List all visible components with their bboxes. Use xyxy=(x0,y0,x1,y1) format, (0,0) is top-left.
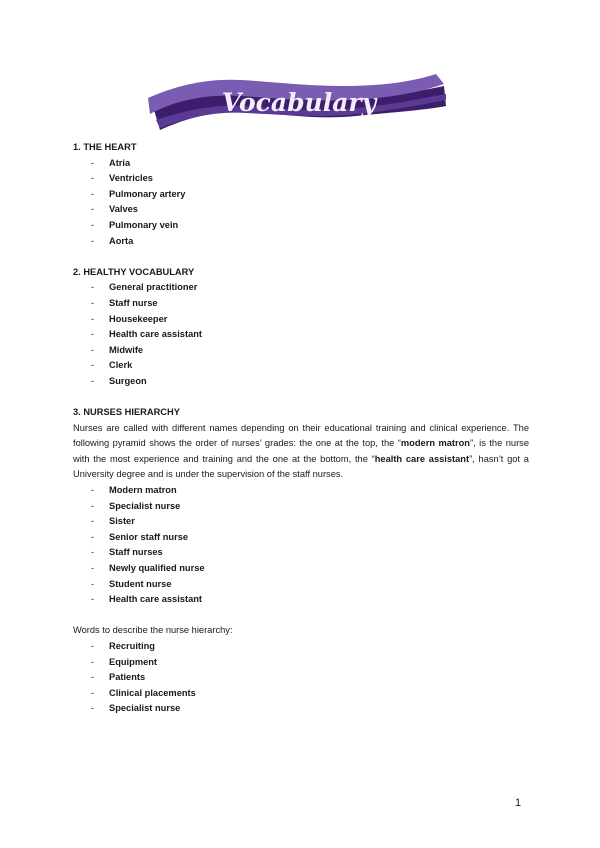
list-item: - Specialist nurse xyxy=(73,499,529,515)
list-item: - Student nurse xyxy=(73,577,529,593)
document-body xyxy=(73,140,529,717)
list-item: - Ventricles xyxy=(73,171,529,187)
section-title-heart: 1. THE HEART xyxy=(73,142,137,152)
list-item: - Clinical placements xyxy=(73,686,529,702)
list-item: - Surgeon xyxy=(73,374,529,390)
list-item: - Patients xyxy=(73,670,529,686)
list-item: - Valves xyxy=(73,202,529,218)
section-title-healthy-vocabulary: 2. HEALTHY VOCABULARY xyxy=(73,266,195,277)
words-intro: Words to describe the nurse hierarchy: xyxy=(73,625,233,636)
list-item: - Midwife xyxy=(73,343,529,359)
section-title-nurses-hierarchy: 3. NURSES HIERARCHY xyxy=(73,407,180,418)
banner-title: Vocabulary xyxy=(221,88,377,117)
list-item: - Newly qualified nurse xyxy=(73,561,529,577)
brush-stroke-icon xyxy=(146,70,452,142)
hierarchy-paragraph: Nurses are called with different names depending on their educational training and clinical experience. The following pyramid shows the order of nurses’ grades: the one at the top, the “modern matron”, is the nurse with the most experience and training and the one at the bottom, the “health care assistant”, hasn’t got a University degree and is under the supervision of the staff nurses. xyxy=(73,422,529,480)
list-item: - Health care assistant xyxy=(73,327,529,343)
heart-list xyxy=(73,156,529,250)
words-list xyxy=(73,639,529,717)
list-item: - Sister xyxy=(73,514,529,530)
vocabulary-banner xyxy=(146,70,452,142)
list-item: - Staff nurse xyxy=(73,296,529,312)
list-item: - Pulmonary vein xyxy=(73,218,529,234)
list-item: - Clerk xyxy=(73,358,529,374)
list-item: - Aorta xyxy=(73,234,529,250)
list-item: - Modern matron xyxy=(73,483,529,499)
list-item: - Specialist nurse xyxy=(73,701,529,717)
nurses-hierarchy-list xyxy=(73,483,529,608)
healthy-vocabulary-list xyxy=(73,280,529,389)
list-item: - Atria xyxy=(73,156,529,172)
list-item: - Health care assistant xyxy=(73,592,529,608)
list-item: - Pulmonary artery xyxy=(73,187,529,203)
list-item: - Senior staff nurse xyxy=(73,530,529,546)
list-item: - Staff nurses xyxy=(73,545,529,561)
list-item: - Recruiting xyxy=(73,639,529,655)
list-item: - Equipment xyxy=(73,655,529,671)
page-number: 1 xyxy=(515,797,522,809)
list-item: - Housekeeper xyxy=(73,312,529,328)
list-item: - General practitioner xyxy=(73,280,529,296)
